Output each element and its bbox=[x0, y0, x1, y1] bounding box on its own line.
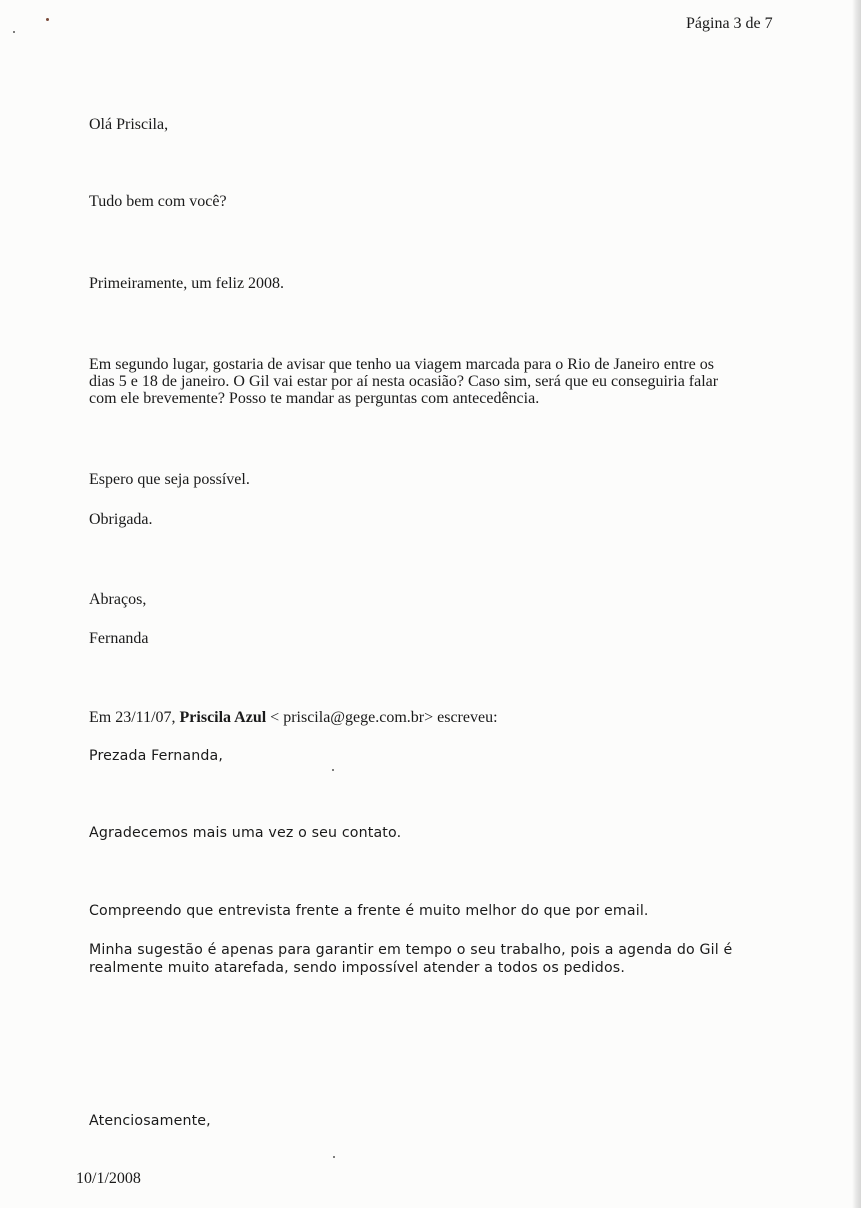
quoted-paragraph bbox=[89, 941, 732, 977]
quoted-intro bbox=[89, 709, 498, 726]
paragraph-line: Em segundo lugar, gostaria de avisar que tenho ua viagem marcada para o Rio de Janeiro entre os bbox=[89, 356, 714, 373]
quoted-line-2: Compreendo que entrevista frente a frente é muito melhor do que por email. bbox=[89, 903, 649, 919]
letter-greeting: Olá Priscila, bbox=[89, 116, 169, 133]
scan-speck bbox=[332, 769, 334, 771]
paragraph-line: dias 5 e 18 de janeiro. O Gil vai estar por aí nesta ocasião? Caso sim, será que eu conseguiria falar bbox=[89, 373, 719, 390]
quoted-salutation: Prezada Fernanda, bbox=[89, 748, 224, 764]
scan-speck bbox=[46, 18, 49, 21]
quoted-intro-prefix: Em 23/11/07, bbox=[89, 709, 180, 726]
letter-paragraph bbox=[89, 356, 718, 407]
quoted-line-1: Agradecemos mais uma vez o seu contato. bbox=[89, 825, 402, 841]
paragraph-line: com ele brevemente? Posso te mandar as perguntas com antecedência. bbox=[89, 390, 540, 407]
footer-date: 10/1/2008 bbox=[76, 1170, 141, 1187]
letter-line-1: Tudo bem com você? bbox=[89, 193, 227, 210]
letter-signature: Fernanda bbox=[89, 630, 149, 647]
letter-line-2: Primeiramente, um feliz 2008. bbox=[89, 275, 285, 292]
quoted-closing: Atenciosamente, bbox=[89, 1113, 211, 1129]
scan-speck bbox=[13, 31, 15, 33]
quoted-intro-suffix: < priscila@gege.com.br> escreveu: bbox=[266, 709, 498, 726]
paragraph-line: realmente muito atarefada, sendo impossível atender a todos os pedidos. bbox=[89, 960, 625, 976]
quoted-sender-name: Priscila Azul bbox=[179, 709, 267, 726]
letter-closing: Abraços, bbox=[89, 591, 147, 608]
letter-hope: Espero que seja possível. bbox=[89, 471, 250, 488]
page-number: Página 3 de 7 bbox=[686, 15, 773, 32]
scan-speck bbox=[333, 1156, 335, 1158]
letter-thanks: Obrigada. bbox=[89, 511, 153, 528]
paragraph-line: Minha sugestão é apenas para garantir em tempo o seu trabalho, pois a agenda do Gil é bbox=[89, 942, 733, 958]
